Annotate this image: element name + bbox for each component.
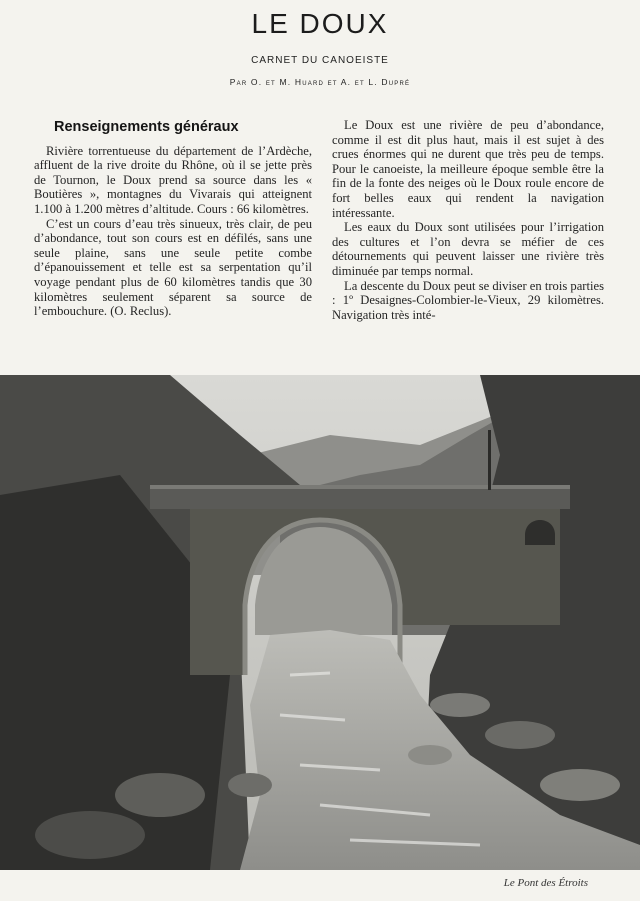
page-title: LE DOUX [251, 8, 389, 39]
bridge-photo-illustration [0, 375, 640, 870]
paragraph: Le Doux est une rivière de peu d’abondance, comme il est dit plus haut, mais il est sujet à des crues énormes qui ne durent que très peu de temps. Pour le canoeiste, la meilleure époque semble être la fin de la fonte des neiges où le Doux roule encore de fort belles eaux qui rendent la navigation intéressante. [332, 118, 604, 220]
paragraph: La descente du Doux peut se diviser en trois parties : 1º Desaignes-Colombier-le-Vieux, 29 kilomètres. Navigation très inté- [332, 278, 604, 322]
paragraph: Les eaux du Doux sont utilisées pour l’irrigation des cultures et l’on devra se méfier de ces détournements qui peuvent laisser une rivière très diminuée par temps normal. [332, 220, 604, 278]
left-column [34, 120, 312, 319]
paragraph: C’est un cours d’eau très sinueux, très clair, de peu d’abondance, tout son cours est en défilés, sans une seule plaine, sans une seule petite combe d’épanouissement et telle est sa serpentation qu’il voyage pendant plus de 60 kilomètres tandis que 30 kilomètres seulement séparent sa source de l’embouchure. (O. Reclus). [34, 216, 312, 319]
paragraph: Rivière torrentueuse du département de l’Ardèche, affluent de la rive droite du Rhône, où il se jette près de Tournon, le Doux prend sa source dans les « Boutières », montagnes du Vivarais qui atteignent 1.100 à 1.200 mètres d’altitude. Cours : 66 kilomètres. [34, 143, 312, 216]
authors-line: Par O. et M. Huard et A. et L. Dupré [229, 77, 411, 87]
section-heading: Renseignements généraux [54, 119, 239, 135]
page-subtitle: CARNET DU CANOEISTE [251, 55, 389, 66]
bridge-photograph [0, 375, 640, 870]
photo-caption: Le Pont des Étroits [503, 877, 588, 889]
right-column [332, 118, 604, 322]
